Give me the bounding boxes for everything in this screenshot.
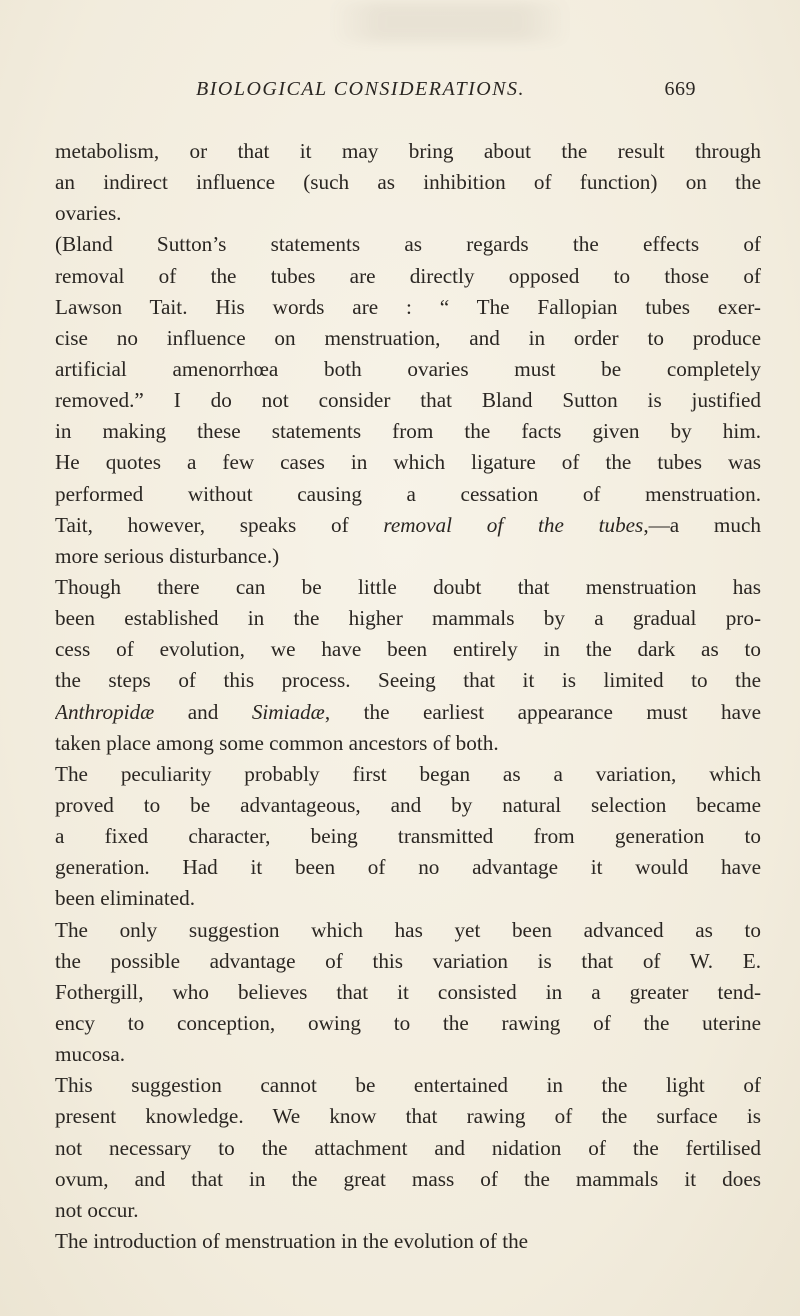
paragraph xyxy=(55,1070,761,1226)
text-line: been eliminated. xyxy=(55,886,196,911)
text-line: the possible advantage of this variation is that of W. E. xyxy=(55,948,761,973)
running-title: BIOLOGICAL CONSIDERATIONS. xyxy=(196,78,526,100)
page-header xyxy=(196,78,696,108)
text-line: The introduction of menstruation in the evolution of the xyxy=(55,1228,529,1253)
text-line: removal of the tubes are directly opposed to those of xyxy=(55,263,761,288)
text-line: metabolism, or that it may bring about the result through xyxy=(55,139,761,163)
text-line: ency to conception, owing to the rawing of the uterine xyxy=(55,1010,761,1035)
text-line: This suggestion cannot be entertained in the light of xyxy=(55,1073,761,1098)
text-line: ovaries. xyxy=(55,201,122,226)
show-through-from-reverse xyxy=(330,2,570,42)
text-line: proved to be advantageous, and by natural selection became xyxy=(55,792,761,817)
text-line: Anthropidæ and Simiadæ, the earliest appearance must have xyxy=(55,699,761,724)
text-line: cess of evolution, we have been entirely in the dark as to xyxy=(55,637,761,662)
page-number: 669 xyxy=(664,78,696,100)
text-line: not necessary to the attachment and nidation of the fertilised xyxy=(55,1135,761,1160)
text-line: ovum, and that in the great mass of the mammals it does xyxy=(55,1166,761,1191)
text-line: Lawson Tait. His words are : “ The Fallopian tubes exer- xyxy=(55,294,761,319)
text-line: Though there can be little doubt that menstruation has xyxy=(55,574,761,599)
text-line: an indirect influence (such as inhibition of function) on the xyxy=(55,170,761,195)
text-line: mucosa. xyxy=(55,1042,126,1067)
paragraph xyxy=(55,915,761,1071)
text-line: present knowledge. We know that rawing of the surface is xyxy=(55,1104,761,1129)
text-line: performed without causing a cessation of menstruation. xyxy=(55,481,761,506)
text-line: The peculiarity probably first began as a variation, which xyxy=(55,761,761,786)
text-line: (Bland Sutton’s statements as regards the effects of xyxy=(55,232,761,257)
text-line: Fothergill, who believes that it consisted in a greater tend- xyxy=(55,979,761,1004)
text-line: He quotes a few cases in which ligature of the tubes was xyxy=(55,450,761,475)
text-line: The only suggestion which has yet been advanced as to xyxy=(55,917,761,942)
paragraph xyxy=(55,759,761,915)
text-line: the steps of this process. Seeing that it is limited to the xyxy=(55,668,761,693)
text-line: a fixed character, being transmitted from generation to xyxy=(55,824,761,849)
text-line: taken place among some common ancestors of both. xyxy=(55,730,499,755)
paragraph xyxy=(55,229,761,572)
text-line: been established in the higher mammals by a gradual pro- xyxy=(55,606,761,631)
text-line: Tait, however, speaks of removal of the tubes,—a much xyxy=(55,512,761,537)
text-line: in making these statements from the facts given by him. xyxy=(55,419,761,444)
text-line: more serious disturbance.) xyxy=(55,543,280,568)
text-line: generation. Had it been of no advantage it would have xyxy=(55,855,761,880)
paragraph xyxy=(55,572,761,759)
paragraph xyxy=(55,1226,761,1257)
text-line: removed.” I do not consider that Bland Sutton is justified xyxy=(55,388,761,413)
text-line: artificial amenorrhœa both ovaries must be completely xyxy=(55,356,761,381)
text-line: not occur. xyxy=(55,1197,139,1222)
body-text xyxy=(55,136,761,1257)
text-line: cise no influence on menstruation, and in order to produce xyxy=(55,325,761,350)
paragraph xyxy=(55,136,761,229)
